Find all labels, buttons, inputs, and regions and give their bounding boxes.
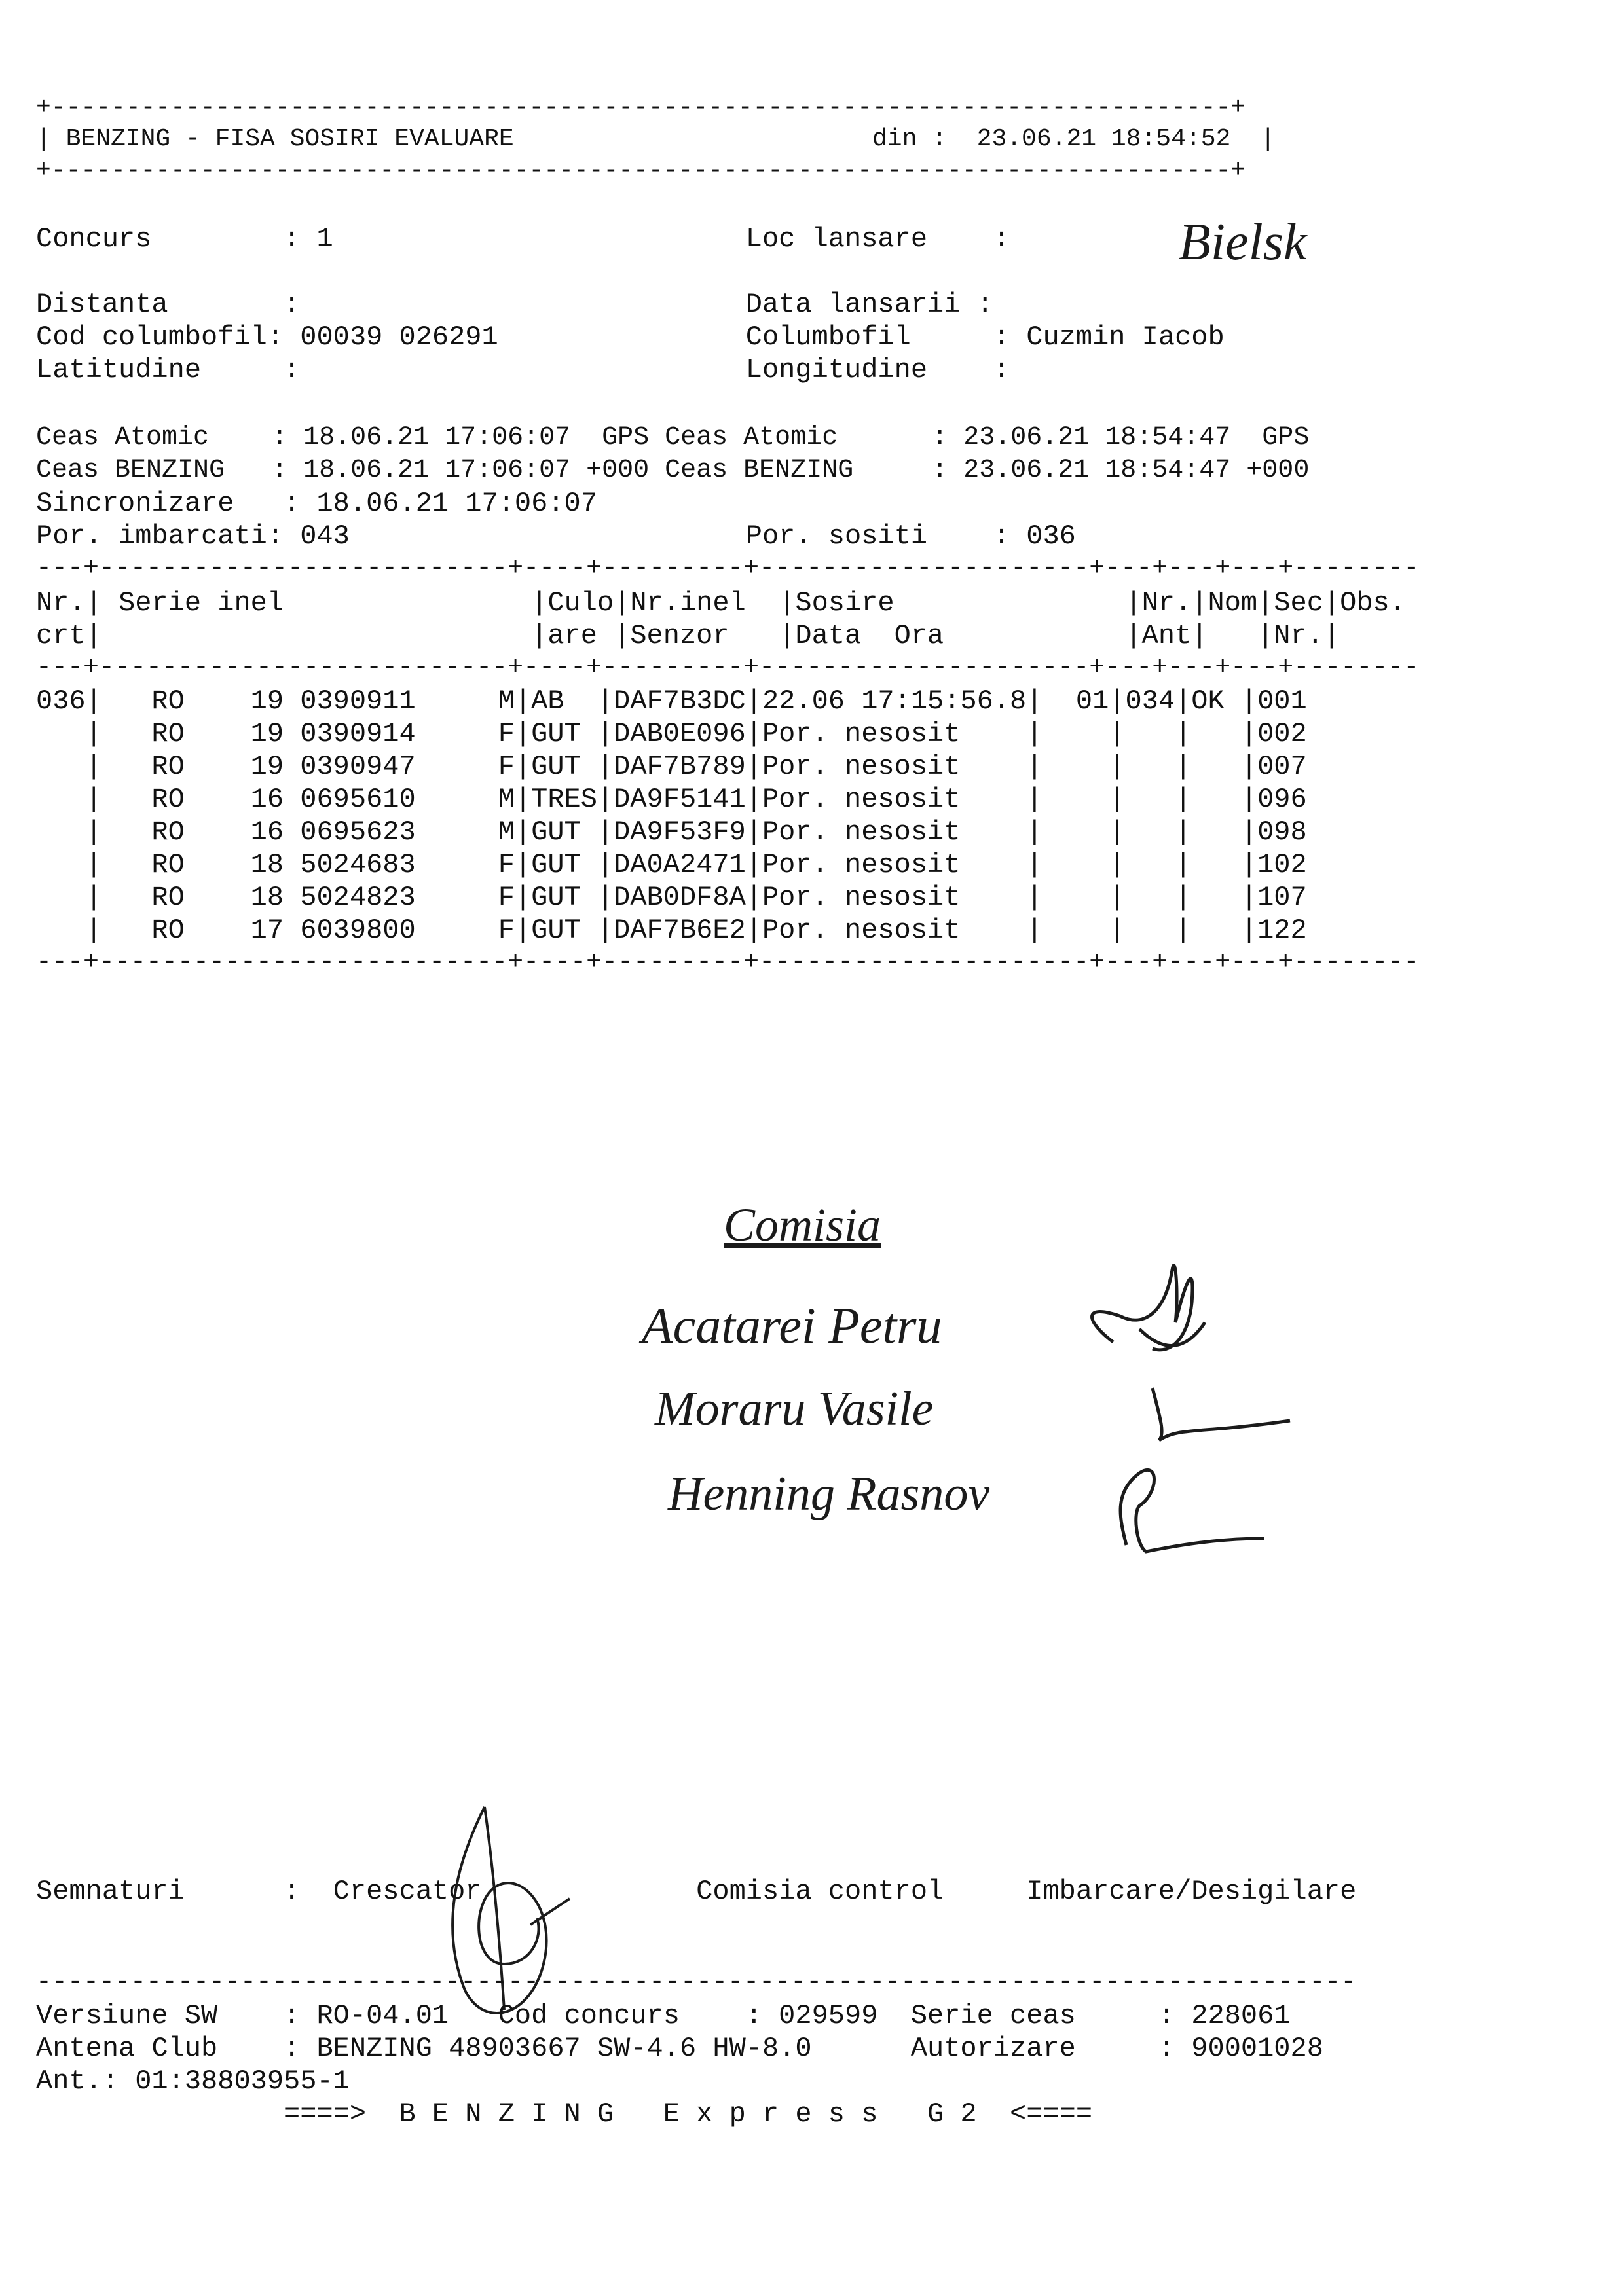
footer-brand: ====> B E N Z I N G E x p r e s s G 2 <==== <box>36 2098 1093 2130</box>
handwritten-loc-lansare: Bielsk <box>1179 213 1307 271</box>
signature-member-2 <box>1139 1375 1297 1453</box>
commission-member-2: Moraru Vasile <box>655 1382 934 1436</box>
info-line-latitudine: Latitudine : Longitudine : <box>36 354 1010 386</box>
info-line-ceas-benzing: Ceas BENZING : 18.06.21 17:06:07 +000 Ceas BENZING : 23.06.21 18:54:47 +000 <box>36 456 1310 485</box>
header-top-border: +-------------------------------------------------------------------------------+ <box>36 94 1246 122</box>
table-row: | RO 18 5024823 F|GUT |DAB0DF8A|Por. nesosit | | | |107 <box>36 882 1307 913</box>
header-bottom-border: +-------------------------------------------------------------------------------+ <box>36 156 1246 185</box>
signatures-line: Semnaturi : Crescator Comisia control Imbarcare/Desigilare <box>36 1876 1357 1907</box>
table-border: ---+--------------------------+----+---------+---------------------+---+---+---+-------- <box>36 554 1420 583</box>
table-row: | RO 16 0695623 M|GUT |DA9F53F9|Por. nesosit | | | |098 <box>36 816 1307 848</box>
table-row: | RO 16 0695610 M|TRES|DA9F5141|Por. nesosit | | | |096 <box>36 784 1307 815</box>
footer-separator: ------------------------------------------------------------------------------------ <box>36 1968 1357 1997</box>
info-line-distanta: Distanta : Data lansarii : <box>36 289 993 320</box>
table-row: | RO 19 0390947 F|GUT |DAF7B789|Por. nesosit | | | |007 <box>36 751 1307 782</box>
table-row: | RO 18 5024683 F|GUT |DA0A2471|Por. nesosit | | | |102 <box>36 849 1307 881</box>
table-row: | RO 19 0390914 F|GUT |DAB0E096|Por. nesosit | | | |002 <box>36 718 1307 750</box>
table-border: ---+--------------------------+----+---------+---------------------+---+---+---+-------- <box>36 948 1420 977</box>
table-border: ---+--------------------------+----+---------+---------------------+---+---+---+-------- <box>36 653 1420 683</box>
commission-title: Comisia <box>724 1199 881 1251</box>
info-line-concurs: Concurs : 1 Loc lansare : <box>36 223 1010 255</box>
info-line-sincronizare: Sincronizare : 18.06.21 17:06:07 <box>36 488 597 519</box>
info-line-cod-columbofil: Cod columbofil: 00039 026291 Columbofil : Cuzmin Iacob <box>36 321 1225 353</box>
signature-member-3 <box>1100 1453 1270 1558</box>
commission-member-1: Acatarei Petru <box>642 1297 942 1354</box>
table-header: crt| |are |Senzor |Data Ora |Ant| |Nr.| <box>36 620 1340 651</box>
table-row: | RO 17 6039800 F|GUT |DAF7B6E2|Por. nesosit | | | |122 <box>36 915 1307 946</box>
signature-member-1 <box>1074 1244 1218 1375</box>
info-line-ceas-atomic: Ceas Atomic : 18.06.21 17:06:07 GPS Ceas Atomic : 23.06.21 18:54:47 GPS <box>36 423 1310 452</box>
table-row: 036| RO 19 0390911 M|AB |DAF7B3DC|22.06 17:15:56.8| 01|034|OK |001 <box>36 685 1307 717</box>
footer-ant: Ant.: 01:38803955-1 <box>36 2066 350 2097</box>
footer-antena: Antena Club : BENZING 48903667 SW-4.6 HW-8.0 Autorizare : 90001028 <box>36 2033 1323 2064</box>
report-title: | BENZING - FISA SOSIRI EVALUARE din : 23.06.21 18:54:52 | <box>36 125 1276 153</box>
info-line-porumbei: Por. imbarcati: 043 Por. sositi : 036 <box>36 520 1076 552</box>
table-header: Nr.| Serie inel |Culo|Nr.inel |Sosire |Nr.|Nom|Sec|Obs. <box>36 587 1406 619</box>
footer-versiune: Versiune SW : RO-04.01 Cod concurs : 029599 Serie ceas : 228061 <box>36 2000 1291 2032</box>
commission-member-3: Henning Rasnov <box>668 1467 990 1521</box>
